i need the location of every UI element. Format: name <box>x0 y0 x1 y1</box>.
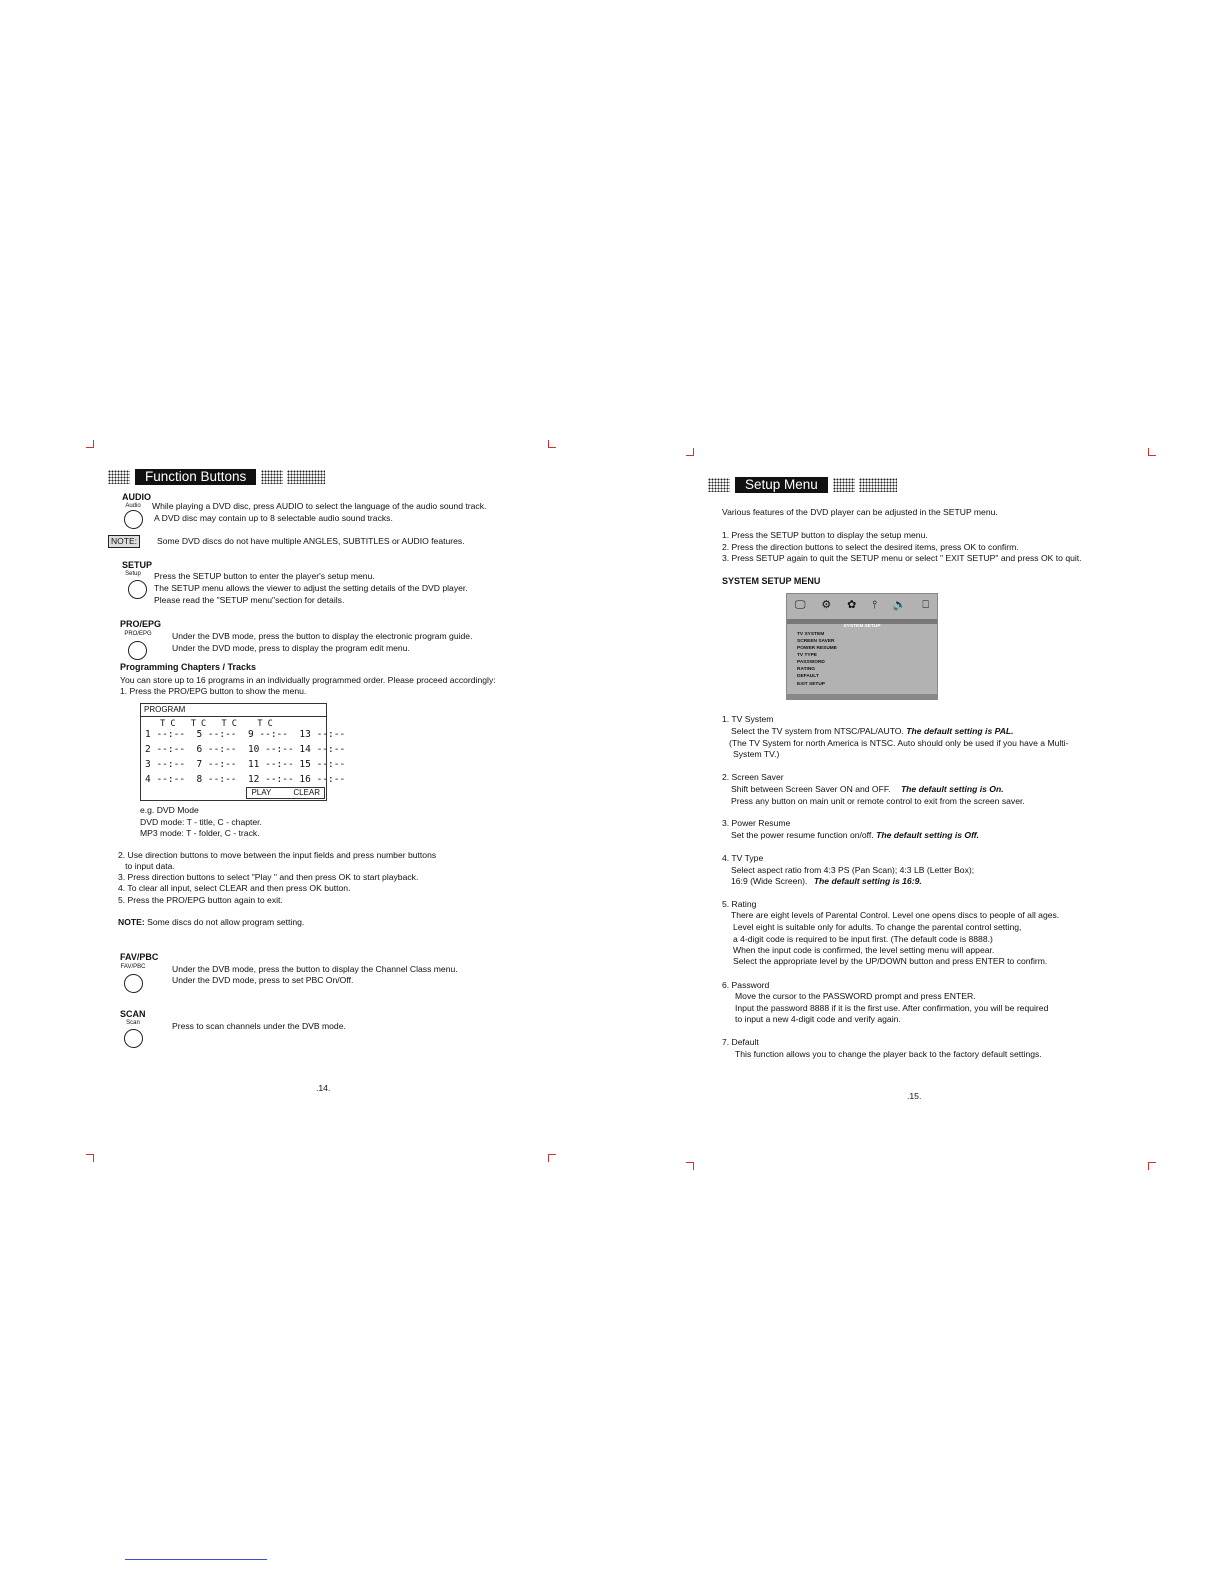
gear-disc-icon: ⚙ <box>821 598 832 611</box>
audio-button-label: Audio <box>125 503 141 509</box>
audio-button[interactable] <box>124 510 143 529</box>
rating-line-3: a 4-digit code is required to be input first. (The default code is 8888.) <box>733 934 993 944</box>
hyperlink-underline[interactable] <box>125 1559 267 1560</box>
monitor-icon: 🖵 <box>794 598 806 611</box>
tv-system-text: Select the TV system from NTSC/PAL/AUTO. <box>731 726 904 736</box>
dot-pattern <box>859 478 897 492</box>
osd-item-password: PASSWORD <box>797 660 825 665</box>
crop-mark <box>548 1154 556 1162</box>
program-menu-footer <box>246 787 325 799</box>
dot-pattern <box>108 470 130 484</box>
osd-item-default: DEFAULT <box>797 674 819 679</box>
tv-system-line-3: System TV.) <box>733 749 780 759</box>
crop-mark <box>686 448 694 456</box>
osd-icon-bar <box>787 594 937 616</box>
programming-text-2: 1. Press the PRO/EPG button to show the menu. <box>120 686 307 696</box>
step-line: 5. Press the PRO/EPG button again to exit. <box>118 895 283 905</box>
page-title: Function Buttons <box>135 469 256 485</box>
note-2 <box>118 917 304 928</box>
intro-text: Various features of the DVD player can be adjusted in the SETUP menu. <box>722 507 998 517</box>
setup-heading: SETUP <box>122 560 153 570</box>
note-2-text: Some discs do not allow program setting. <box>147 917 305 927</box>
rating-title: 5. Rating <box>722 899 757 909</box>
crop-mark <box>548 440 556 448</box>
password-line-3: to input a new 4-digit code and verify again. <box>735 1014 901 1024</box>
osd-heading: SYSTEM SETUP <box>843 624 881 629</box>
default-title: 7. Default <box>722 1037 759 1047</box>
program-row: 3 --:-- 7 --:-- 11 --:-- 15 --:-- <box>145 759 346 770</box>
osd-item-exit-setup: EXIT SETUP <box>797 682 825 687</box>
power-resume-line-1 <box>731 830 979 841</box>
play-button[interactable]: PLAY <box>251 788 272 797</box>
step-line: 3. Press direction buttons to select "Play " and then press OK to start playback. <box>118 872 419 882</box>
favpbc-text-1: Under the DVB mode, press the button to display the Channel Class menu. <box>172 964 458 974</box>
function-buttons-banner <box>108 469 325 485</box>
osd-item-tv-type: TV TYPE <box>797 653 817 658</box>
eg-line-3: MP3 mode: T - folder, C - track. <box>140 828 260 838</box>
audio-text-2: A DVD disc may contain up to 8 selectable audio sound tracks. <box>154 513 393 523</box>
step-line: 3. Press SETUP again to quit the SETUP menu or select " EXIT SETUP" and press OK to quit. <box>722 553 1082 563</box>
speaker-icon: 🔈 <box>892 598 907 611</box>
power-resume-text: Set the power resume function on/off. <box>731 830 874 840</box>
program-row: 2 --:-- 6 --:-- 10 --:-- 14 --:-- <box>145 744 346 755</box>
tv-system-line-2: (The TV System for north America is NTSC. Auto should only be used if you have a Multi- <box>729 738 1069 748</box>
scan-heading: SCAN <box>120 1009 146 1019</box>
clear-button[interactable]: CLEAR <box>293 788 320 797</box>
crop-mark <box>86 440 94 448</box>
rating-line-2: Level eight is suitable only for adults. To change the parental control setting, <box>733 922 1022 932</box>
program-row: 4 --:-- 8 --:-- 12 --:-- 16 --:-- <box>145 774 346 785</box>
setup-menu-banner <box>708 477 897 493</box>
step-line: 1. Press the SETUP button to display the setup menu. <box>722 530 928 540</box>
favpbc-button-label: FAV/PBC <box>120 964 146 970</box>
screen-saver-title: 2. Screen Saver <box>722 772 784 782</box>
setup-text-2: The SETUP menu allows the viewer to adjust the setting details of the DVD player. <box>154 583 468 593</box>
tv-type-line-2 <box>731 876 922 887</box>
program-menu-title: PROGRAM <box>141 704 326 717</box>
page-number: .15. <box>907 1091 922 1101</box>
dot-pattern <box>261 470 283 484</box>
tv-type-default: The default setting is 16:9. <box>813 876 922 886</box>
step-line: 2. Press the direction buttons to select the desired items, press OK to confirm. <box>722 542 1019 552</box>
page-title: Setup Menu <box>735 477 828 493</box>
scan-button[interactable] <box>124 1029 143 1048</box>
osd-item-power-resume: POWER RESUME <box>797 646 837 651</box>
setup-button-label: Setup <box>125 571 141 577</box>
setup-text-1: Press the SETUP button to enter the player's setup menu. <box>154 571 375 581</box>
proepg-text-1: Under the DVB mode, press the button to display the electronic program guide. <box>172 631 473 641</box>
scan-button-label: Scan <box>126 1020 140 1026</box>
setup-text-3: Please read the "SETUP menu"section for details. <box>154 595 345 605</box>
settings-icon: ✿ <box>847 598 857 611</box>
step-line: 2. Use direction buttons to move between the input fields and press number buttons <box>118 850 437 860</box>
scan-text-1: Press to scan channels under the DVB mode. <box>172 1021 346 1031</box>
password-line-1: Move the cursor to the PASSWORD prompt and press ENTER. <box>735 991 976 1001</box>
tv-system-line-1 <box>731 726 1014 737</box>
default-line-1: This function allows you to change the player back to the factory default settings. <box>735 1049 1042 1059</box>
system-setup-heading: SYSTEM SETUP MENU <box>722 576 821 586</box>
screen-saver-line-2: Press any button on main unit or remote control to exit from the screen saver. <box>731 796 1025 806</box>
proepg-text-2: Under the DVD mode, press to display the program edit menu. <box>172 643 410 653</box>
note-text: Some DVD discs do not have multiple ANGLES, SUBTITLES or AUDIO features. <box>157 536 465 546</box>
dot-pattern <box>833 478 855 492</box>
password-title: 6. Password <box>722 980 770 990</box>
step-line: to input data. <box>118 861 175 871</box>
setup-menu-screenshot <box>786 593 938 700</box>
power-resume-default: The default setting is Off. <box>876 830 980 840</box>
favpbc-button[interactable] <box>124 974 143 993</box>
osd-item-rating: RATING <box>797 667 816 672</box>
power-resume-title: 3. Power Resume <box>722 818 791 828</box>
tv-type-line-1: Select aspect ratio from 4:3 PS (Pan Scan); 4:3 LB (Letter Box); <box>731 865 975 875</box>
proepg-button[interactable] <box>128 641 147 660</box>
favpbc-heading: FAV/PBC <box>120 952 159 962</box>
crop-mark <box>1148 1162 1156 1170</box>
program-menu-header: T C T C T C T C <box>155 719 273 729</box>
step-line: 4. To clear all input, select CLEAR and then press OK button. <box>118 883 351 893</box>
tv-type-title: 4. TV Type <box>722 853 764 863</box>
osd-footer <box>787 694 937 699</box>
proepg-heading: PRO/EPG <box>120 619 162 629</box>
proepg-button-label: PRO/EPG <box>124 631 152 637</box>
dot-pattern <box>708 478 730 492</box>
eg-line-1: e.g. DVD Mode <box>140 805 199 815</box>
lock-icon: ⎕ <box>922 598 930 611</box>
page-number: .14. <box>316 1083 331 1093</box>
crop-mark <box>1148 448 1156 456</box>
setup-button[interactable] <box>128 580 147 599</box>
screen-saver-line-1 <box>731 784 1004 795</box>
tv-system-default: The default setting is PAL. <box>906 726 1014 736</box>
tv-type-text: 16:9 (Wide Screen). <box>731 876 808 886</box>
program-row: 1 --:-- 5 --:-- 9 --:-- 13 --:-- <box>145 729 346 740</box>
password-line-2: Input the password 8888 if it is the first use. After confirmation, you will be required <box>735 1003 1049 1013</box>
eg-line-2: DVD mode: T - title, C - chapter. <box>140 817 262 827</box>
dot-pattern <box>287 470 325 484</box>
osd-item-screen-saver: SCREEN SAVER <box>797 639 835 644</box>
audio-heading: AUDIO <box>122 492 151 502</box>
antenna-icon: ⫯ <box>872 598 877 611</box>
note-tag: NOTE: <box>108 535 140 548</box>
osd-item-tv-system: TV SYSTEM <box>797 632 825 637</box>
programming-heading: Programming Chapters / Tracks <box>120 662 257 672</box>
note-2-tag: NOTE: <box>118 917 145 927</box>
screen-saver-default: The default setting is On. <box>900 784 1004 794</box>
rating-line-4: When the input code is confirmed, the level setting menu will appear. <box>733 945 995 955</box>
tv-system-title: 1. TV System <box>722 714 774 724</box>
programming-text-1: You can store up to 16 programs in an individually programmed order. Please proceed accordingly: <box>120 675 496 685</box>
rating-line-1: There are eight levels of Parental Control. Level one opens discs to people of all ages. <box>731 910 1060 920</box>
program-menu <box>140 703 346 801</box>
rating-line-5: Select the appropriate level by the UP/DOWN button and press ENTER to confirm. <box>733 956 1048 966</box>
audio-text-1: While playing a DVD disc, press AUDIO to select the language of the audio sound track. <box>152 501 487 511</box>
favpbc-text-2: Under the DVD mode, press to set PBC On/Off. <box>172 975 354 985</box>
crop-mark <box>686 1162 694 1170</box>
crop-mark <box>86 1154 94 1162</box>
screen-saver-text: Shift between Screen Saver ON and OFF. <box>731 784 891 794</box>
